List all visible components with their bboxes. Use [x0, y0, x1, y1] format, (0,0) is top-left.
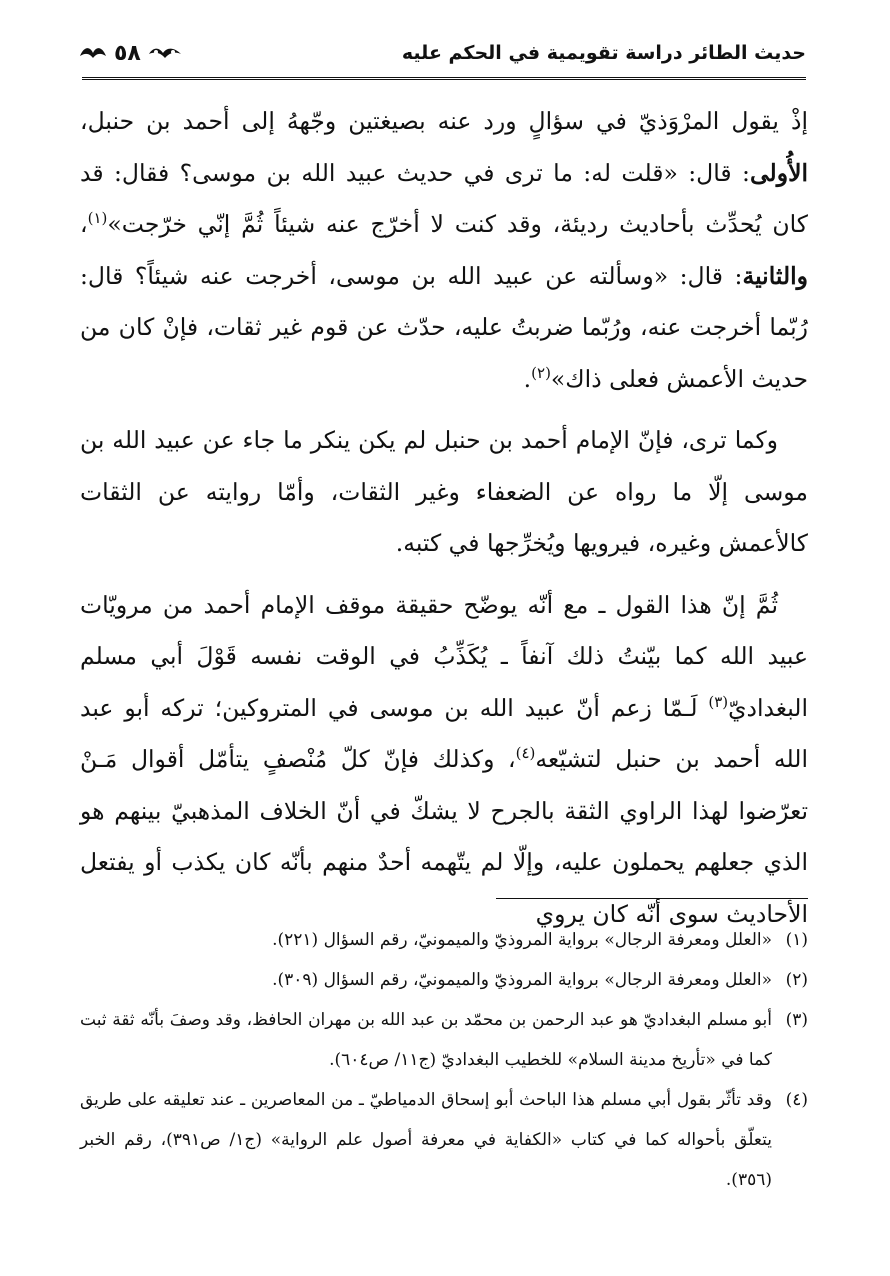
- right-ornament-icon: [147, 44, 183, 62]
- footnote-text: «العلل ومعرفة الرجال» برواية المروذيّ والميمونيّ، رقم السؤال (٣٠٩).: [272, 970, 772, 990]
- p1-text-e: .: [523, 364, 532, 393]
- paragraph-1: [80, 96, 808, 405]
- footnote-number: (٣): [785, 1010, 808, 1030]
- footnote-number: (٤): [785, 1090, 808, 1110]
- footnote-number: (١): [785, 930, 808, 950]
- page-number: ٥٨: [114, 40, 141, 66]
- p1-text-d: : قال: «وسألته عن عبيد الله بن موسى، أخرجت عنه شيئاً؟ قال: رُبّما أخرجت عنه، ورُبّما ضربتُ عليه، حدّث عن قوم غير ثقات، فإنْ كان من حديث الأعمش فعلى ذاك»: [80, 261, 808, 393]
- page-number-ornament: [78, 41, 183, 66]
- p1-text-b: : قال: «قلت له: ما ترى في حديث عبيد الله بن موسى؟ فقال: قد كان يُحدِّث بأحاديث رديئة، وقد كنت لا أخرّج عنه شيئاً ثُمَّ إنّي خرّجت»: [80, 158, 808, 238]
- main-text: [80, 96, 808, 950]
- p1-bold-first: الأُولى: [749, 158, 808, 187]
- footnote-1: [80, 920, 808, 960]
- footnotes: [80, 920, 808, 1200]
- p3-text-b: لَـمّا زعم أنّ عبيد الله بن موسى في المتروكين؛ تركه أبو عبد الله أحمد بن حنبل لتشيّعه: [80, 693, 808, 773]
- footnote-ref-4[interactable]: (٤): [515, 744, 536, 763]
- p1-text-c: ،: [80, 210, 88, 238]
- footnote-4: [80, 1080, 808, 1200]
- p1-bold-second: والثانية: [742, 261, 808, 290]
- footnote-ref-3[interactable]: (٣): [708, 692, 729, 711]
- p3-text-a: ثُمَّ إنّ هذا القول ـ مع أنّه يوضّح حقيقة موقف الإمام أحمد من مرويّات عبيد الله كما بيّنتُ ذلك آنفاً ـ يُكَذِّبُ في الوقت نفسه قَوْلَ أبي مسلم البغداديّ: [80, 590, 808, 722]
- footnote-text: «العلل ومعرفة الرجال» برواية المروذيّ والميمونيّ، رقم السؤال (٢٢١).: [272, 930, 772, 950]
- footnote-text: وقد تأثّر بقول أبي مسلم هذا الباحث أبو إسحاق الدمياطيّ ـ من المعاصرين ـ عند تعليقه على طريق يتعلّق بأحواله كما في كتاب «الكفاية في معرفة أصول علم الرواية» (ج١/ ص٣٩١)، رقم الخبر (٣٥٦).: [80, 1090, 772, 1190]
- p1-text: إذْ يقول المرْوَذيّ في سؤالٍ ورد عنه بصيغتين وجّههُ إلى أحمد بن حنبل،: [80, 107, 808, 135]
- footnote-ref-1[interactable]: (١): [87, 209, 108, 228]
- p3-text-c: ، وكذلك فإنّ كلّ مُنْصفٍ يتأمّل أقوال مَـنْ تعرّضوا لهذا الراوي الثقة بالجرح لا يشكّ في أنّ الخلاف المذهبيّ بينهم هو الذي جعلهم يحملون عليه، وإلّا لم يتّهمه أحدٌ منهم بأنّه كان يكذب أو يفتعل الأحاديث سوى أنّه كان يروي: [80, 745, 808, 928]
- header-title: حديث الطائر دراسة تقويمية في الحكم عليه: [401, 42, 806, 64]
- header-rule: [82, 77, 806, 80]
- left-ornament-icon: [78, 44, 108, 62]
- footnote-number: (٢): [785, 970, 808, 990]
- footnote-text: أبو مسلم البغداديّ هو عبد الرحمن بن محمّد بن عبد الله بن مهران الحافظ، وقد وصفَ بأنّه ثقة ثبت كما في «تأريخ مدينة السلام» للخطيب البغداديّ (ج١١/ ص٦٠٤).: [80, 1010, 772, 1070]
- footnote-3: [80, 1000, 808, 1080]
- footnote-separator: [496, 898, 808, 899]
- footnote-2: [80, 960, 808, 1000]
- footnote-ref-2[interactable]: (٢): [531, 363, 551, 382]
- running-header: [78, 34, 806, 72]
- paragraph-3: [80, 580, 808, 941]
- paragraph-2: وكما ترى، فإنّ الإمام أحمد بن حنبل لم يكن ينكر ما جاء عن عبيد الله بن موسى إلّا ما رواه عن الضعفاء وغير الثقات، وأمّا روايته عن الثقات كالأعمش وغيره، فيرويها ويُخرِّجها في كتبه.: [80, 426, 808, 557]
